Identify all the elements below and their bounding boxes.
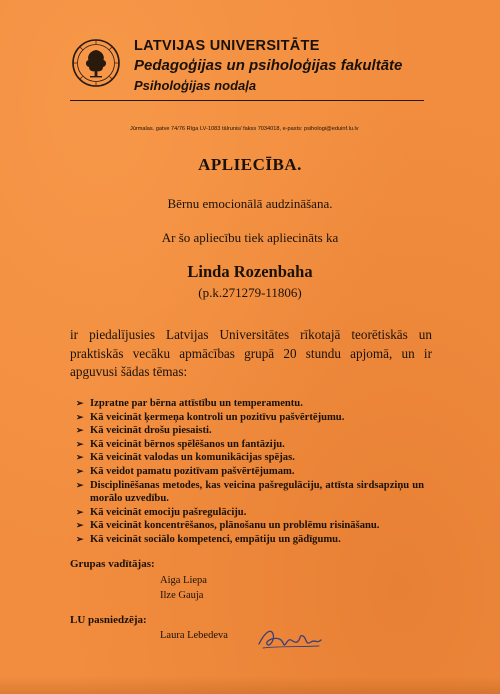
- handwritten-signature: [255, 622, 325, 656]
- topics-list: [76, 397, 424, 547]
- university-name: LATVIJAS UNIVERSITĀTE: [134, 38, 320, 54]
- topic-text: Kā veicināt drošu piesaisti.: [90, 425, 212, 437]
- list-item: [76, 533, 424, 547]
- list-item: [76, 465, 424, 479]
- list-item: [76, 424, 424, 438]
- certificate-title: APLIECĪBA.: [198, 155, 302, 174]
- topic-text: Izpratne par bērna attīstību un temperamentu.: [90, 398, 303, 409]
- group-leader-name: Aiga Liepa: [160, 575, 207, 586]
- group-leader-name: Ilze Gauja: [160, 590, 204, 601]
- arrow-bullet-icon: ➢: [76, 425, 84, 436]
- list-item: [76, 438, 424, 452]
- personal-code: (p.k.271279-11806): [198, 285, 302, 300]
- lecturer-label: LU pasniedzēja:: [70, 614, 147, 626]
- university-seal-icon: [71, 38, 121, 88]
- list-item: [76, 451, 424, 465]
- arrow-bullet-icon: ➢: [76, 479, 84, 490]
- topic-text: Kā veidot pamatu pozitīvam pašvērtējumam.: [90, 465, 295, 477]
- certification-statement: Ar šo apliecību tiek apliecināts ka: [161, 230, 339, 245]
- list-item: [76, 397, 424, 411]
- contact-address: Jūrmalas. gatve 74/76 Rīga LV-1083 tālrunis/ fakss 7034018, e-pasts: psihologi@eduinf.lu.lv: [130, 126, 359, 132]
- topic-text: Kā veicināt ķermeņa kontroli un pozitīvu pašvērtējumu.: [90, 411, 345, 423]
- list-item: [76, 479, 424, 506]
- arrow-bullet-icon: ➢: [76, 398, 84, 408]
- topic-text: Kā veicināt koncentrēšanos, plānošanu un problēmu risināšanu.: [90, 520, 380, 532]
- topic-text: Kā veicināt emociju pašregulāciju.: [90, 506, 247, 518]
- arrow-bullet-icon: ➢: [76, 465, 84, 476]
- arrow-bullet-icon: ➢: [76, 520, 84, 531]
- arrow-bullet-icon: ➢: [76, 411, 84, 422]
- recipient-name: Linda Rozenbaha: [187, 262, 313, 281]
- list-item: [76, 506, 424, 520]
- topic-text: Disciplinēšanas metodes, kas veicina pašregulāciju, attīsta sirdsapziņu un morālo uzvedību.: [90, 479, 424, 505]
- topic-text: Kā veicināt sociālo kompetenci, empātiju un gādīgumu.: [90, 533, 341, 545]
- list-item: [76, 519, 424, 533]
- topic-text: Kā veicināt valodas un komunikācijas spējas.: [90, 452, 295, 464]
- faculty-name: Pedagoģijas un psiholoģijas fakultāte: [134, 57, 403, 74]
- group-leaders-label: Grupas vadītājas:: [70, 558, 155, 570]
- certificate-body: ir piedalījusies Latvijas Universitātes rīkotajā teorētiskās un praktiskās vecāku apmācības grupā 20 stundu apjomā, un ir apguvusi šādas tēmas:: [70, 327, 432, 379]
- arrow-bullet-icon: ➢: [76, 438, 84, 449]
- arrow-bullet-icon: ➢: [76, 452, 84, 463]
- paper-bottom-shadow: [0, 676, 500, 694]
- arrow-bullet-icon: ➢: [76, 506, 84, 517]
- course-title: Bērnu emocionālā audzināšana.: [167, 196, 333, 211]
- lecturer-name: Laura Lebedeva: [160, 630, 228, 641]
- arrow-bullet-icon: ➢: [76, 533, 84, 544]
- topic-text: Kā veicināt bērnos spēlēšanos un fantāziju.: [90, 438, 285, 450]
- list-item: [76, 411, 424, 425]
- header-divider: [70, 100, 424, 101]
- department-name: Psiholoģijas nodaļa: [134, 78, 257, 93]
